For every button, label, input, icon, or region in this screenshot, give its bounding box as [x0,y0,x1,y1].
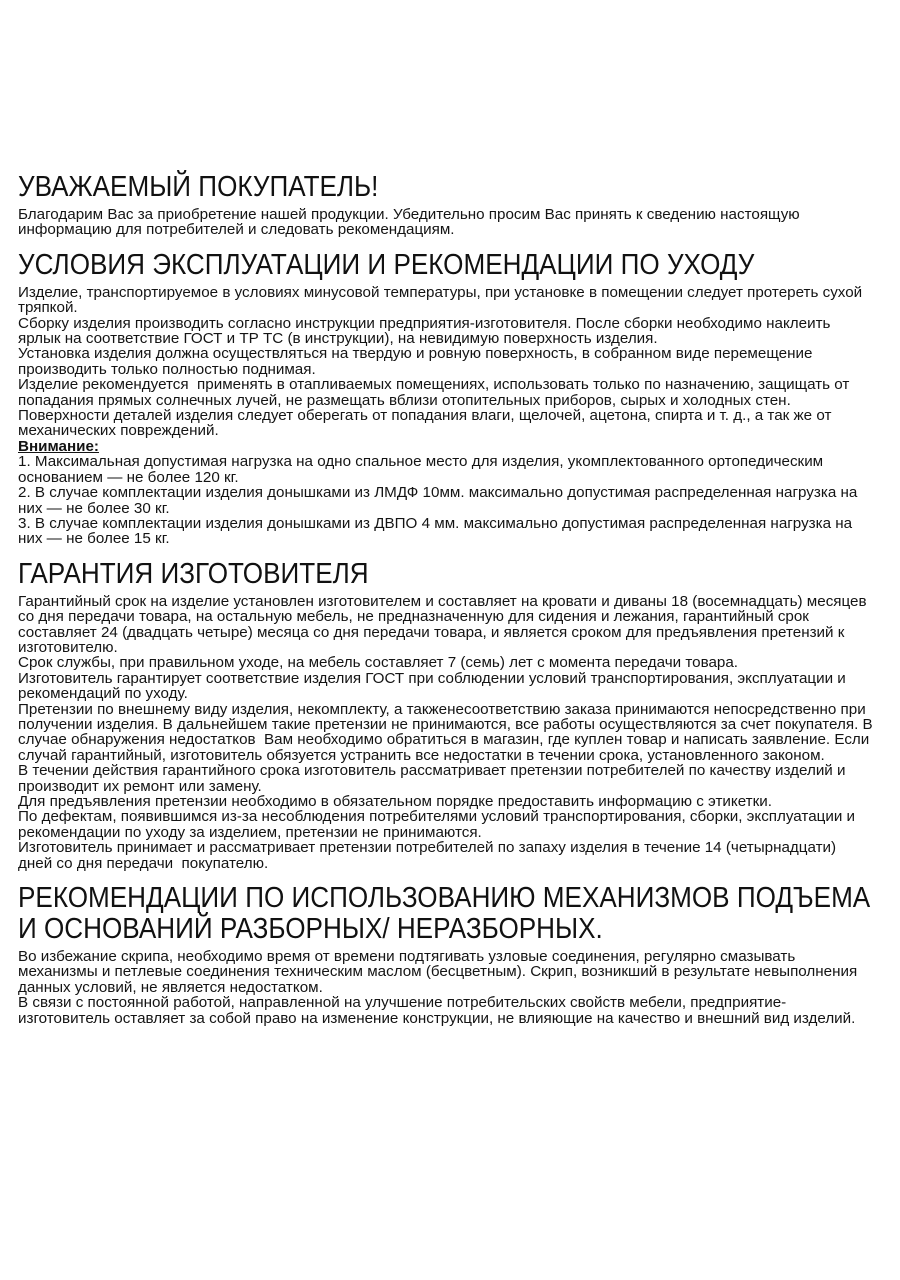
paragraph-mechanisms: Во избежание скрипа, необходимо время от времени подтягивать узловые соединения, регулярно смазывать механизмы и петлевые соединения техническим маслом (бесцветным). Скрип, возникший в результате невыполнения данных условий, не является недостатком. [18,948,862,996]
paragraph-usage: Изделие рекомендуется применять в отапливаемых помещениях, использовать только по назначению, защищать от попадания прямых солнечных лучей, не размещать вблизи отопительных приборов, сырых и холодных стен. [18,376,854,409]
paragraph-warranty: В течении действия гарантийного срока изготовитель рассматривает претензии потребителей по качеству изделий и производит их ремонт или замену. [18,762,850,795]
paragraph-usage: Поверхности деталей изделия следует оберегать от попадания влаги, щелочей, ацетона, спирта и т. д., а так же от механических повреждений. [18,407,836,440]
attention-item: 2. В случае комплектации изделия донышками из ЛМДФ 10мм. максимально допустимая распределенная нагрузка на них — не более 30 кг. [18,484,862,517]
paragraph-mechanisms: В связи с постоянной работой, направленной на улучшение потребительских свойств мебели, предприятие-изготовитель оставляет за собой право на изменение конструкции, не влияющие на качество и внешний вид изделий. [18,994,856,1027]
heading-line: И ОСНОВАНИЙ РАЗБОРНЫХ/ НЕРАЗБОРНЫХ. [18,913,603,946]
paragraph-warranty: Претензии по внешнему виду изделия, некомплекту, а такженесоответствию заказа принимаются непосредственно при получении изделия. В дальнейшем такие претензии не принимаются, все работы осуществляются за счет покупателя. В случае обнаружения недостатков Вам необходимо обратиться в магазин, где куплен товар и написать заявление. Если случай гарантийный, изготовитель обязуется устранить все недостатки в течении срока, установленного законом. [18,700,877,764]
paragraph-usage: Установка изделия должна осуществляться на твердую и ровную поверхность, в собранном виде перемещение производить только полностью поднимая. [18,345,817,378]
section-heading-warranty: ГАРАНТИЯ ИЗГОТОВИТЕЛЯ [18,557,369,590]
paragraph-warranty: Срок службы, при правильном уходе, на мебель составляет 7 (семь) лет с момента передачи товара. [18,654,739,672]
section-heading-usage-care: УСЛОВИЯ ЭКСПЛУАТАЦИИ И РЕКОМЕНДАЦИИ ПО УХОДУ [18,248,755,281]
attention-label: Внимание: [18,437,99,455]
paragraph-warranty: Изготовитель гарантирует соответствие изделия ГОСТ при соблюдении условий транспортирования, эксплуатации и рекомендаций по уходу. [18,669,851,703]
paragraph-usage: Изделие, транспортируемое в условиях минусовой температуры, при установке в помещении следует протереть сухой тряпкой. [18,283,867,317]
section-heading-greeting: УВАЖАЕМЫЙ ПОКУПАТЕЛЬ! [18,171,379,203]
paragraph-warranty: Изготовитель принимает и рассматривает претензии потребителей по запаху изделия в течение 14 (четырнадцати) дней со дня передачи покупателю. [18,839,841,872]
paragraph-usage: Сборку изделия производить согласно инструкции предприятия-изготовителя. После сборки необходимо наклеить ярлык на соответствие ГОСТ и ТР ТС (в инструкции), на невидимую поверхность изделия. [18,314,835,348]
attention-item: 1. Максимальная допустимая нагрузка на одно спальное место для изделия, укомплектованного ортопедическим основанием — не более 120 кг. [18,453,828,486]
paragraph-warranty: По дефектам, появившимся из-за несоблюдения потребителями условий транспортирования, сборки, эксплуатации и рекомендации по уходу за изделием, претензии не принимаются. [18,808,860,841]
section-heading-mechanisms [18,882,871,946]
paragraph-warranty: Гарантийный срок на изделие установлен изготовителем и составляет на кровати и диваны 18 (восемнадцать) месяцев со дня передачи товара, на остальную мебель, не предназначенную для сидения и лежания, гарантийный срок составляет 24 (двадцать четыре) месяца со дня передачи товара, и является сроком для предъявления претензий к изготовителю. [18,592,871,656]
paragraph-warranty: Для предъявления претензии необходимо в обязательном порядке предоставить информацию с этикетки. [18,793,772,810]
attention-item: 3. В случае комплектации изделия донышками из ДВПО 4 мм. максимально допустимая распределенная нагрузка на них — не более 15 кг. [18,514,857,548]
heading-line: РЕКОМЕНДАЦИИ ПО ИСПОЛЬЗОВАНИЮ МЕХАНИЗМОВ ПОДЪЕМА [18,882,871,915]
paragraph-greeting: Благодарим Вас за приобретение нашей продукции. Убедительно просим Вас принять к сведению настоящую информацию для потребителей и следовать рекомендациям. [18,206,804,239]
